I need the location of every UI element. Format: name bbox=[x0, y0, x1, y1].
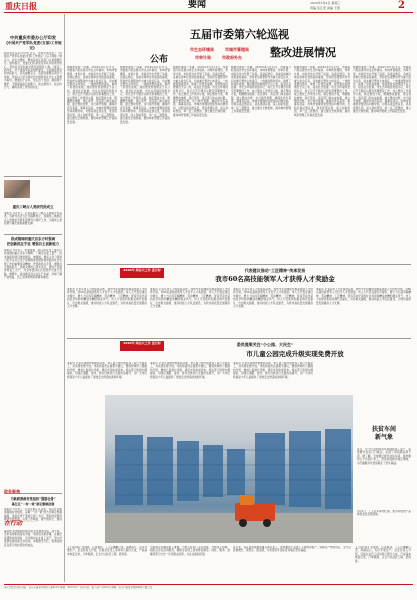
factory-photo bbox=[105, 395, 353, 543]
bottom-body-3: 连日来，各区县积极推动重点项目复工，加快推进产业链上下游协同复产，保障生产物资供应，全力以赴稳增长、保民生、促发展，为实现全年目标任务奠定坚实基础。 bbox=[233, 546, 351, 553]
lead-body-col5: 根据市委统一部署，2019年9月至11月，市委第六轮巡视对市生态环境局、市城市管理局、市审计局、市政府外办开展了巡视。巡视反馈后，各被巡视单位党组高度重视，坚持把巡视整改作为重大政治任务，切实履行整改主体责任，一体推进整改落实，取得了阶段性成效。现将整改进展情况予以公布，接受社会监督。市生态环境局党组书记、局长召开专题会议研究部署整改工作，成立整改工作领导小组，制定整改方案，明确整改措施、责任领导、责任部门和完成时限，建立整改台账，实行销号管理，确保件件有着落、事事有回音。市城市管理局党组坚持问题导向，对照巡视反馈意见，逐条逐项认领，深入剖析原因，举一反三抓整改，建立健全长效机制，推动城市管理工作高质量发展。 bbox=[294, 66, 350, 117]
footer-rule bbox=[4, 584, 413, 585]
park-title: 市儿童公园完成升级实现免费开放 bbox=[246, 350, 344, 358]
article3-title: 段成刚调研重庆京东方时强调 bbox=[10, 237, 56, 241]
park-kicker: 委员提案关注“小公园、大民生” bbox=[236, 342, 294, 347]
section-title: 要闻 bbox=[188, 0, 207, 10]
action-label: 在行动 bbox=[4, 520, 23, 527]
photo-story-body: 近日，位于区县的扶贫车间陆续复工复产，贫困群众在家门口就业，实现了挣钱顾家两不误。据了解，当地通过建设扶贫车间，吸纳建档立卡贫困户务工，带动贫困群众稳定增收，为打赢脱贫攻坚战奠定了坚实基础。 bbox=[357, 448, 411, 465]
divider bbox=[67, 338, 411, 339]
lead-body-col6: 根据市委统一部署，2019年9月至11月，市委第六轮巡视对市生态环境局、市城市管理局、市审计局、市政府外办开展了巡视。巡视反馈后，各被巡视单位党组高度重视，坚持把巡视整改作为重大政治任务，切实履行整改主体责任，一体推进整改落实，取得了阶段性成效。现将整改进展情况予以公布，接受社会监督。市生态环境局党组书记、局长召开专题会议研究部署整改工作，成立整改工作领导小组，制定整改方案，明确整改措施、责任领导、责任部门和完成时限，建立整改台账，实行销号管理，确保件件有着落、事事有回音。市城市管理局党组坚持问题导向，对照巡视反馈意见，逐条逐项认领，深入剖析原因，举一反三抓整改，建立健全长效机制，推动城市管理工作高质量发展。 bbox=[353, 66, 411, 114]
divider bbox=[4, 234, 62, 235]
focus-body: 本报讯 3月3日，记者从綦江区获悉，该区针对软弱涣散村党组织，采取“一村一策”的方式制定整顿措施，选派优秀干部担任第一书记，帮助村党组织理清发展思路，完善工作制度，提升组织力，推动 bbox=[4, 508, 62, 522]
lead-body-col3: 根据市委统一部署，2019年9月至11月，市委第六轮巡视对市生态环境局、市城市管理局、市审计局、市政府外办开展了巡视。巡视反馈后，各被巡视单位党组高度重视，坚持把巡视整改作为重大政治任务，切实履行整改主体责任，一体推进整改落实，取得了阶段性成效。现将整改进展情况予以公布，接受社会监督。市生态环境局党组书记、局长召开专题会议研究部署整改工作，成立整改工作领导小组，制定整改方案，明确整改措施、责任领导、责任部门和完成时限，建立整改台账，实行销号管理，确保件件有着落、事事有回音。市城市管理局党组坚持问题导向，对照巡视反馈意见，逐条逐项认领，深入剖析原因，举一反三抓整改，建立健全长效机制，推动城市管理工作高质量发展。 bbox=[173, 66, 228, 117]
talent-body-col4: 本报讯 记者从市人力社保局获悉，我市今年将继续实施高技能人才培养计划，对60名高技能领军人才给予人才奖励金。市人大代表在建议中提出，要大力弘扬劳模精神、劳动精神、工匠精神，营造劳动光荣的社会风尚和精益求精的敬业风气。市人力社保局积极采纳代表建议，出台相关措施，推动技能人才队伍建设，为我市高质量发展提供人才支撑。 bbox=[316, 288, 411, 305]
photo-caption: 3月3日，工人在车间内忙碌，整齐码放的产品即将发往全国各地。 bbox=[357, 510, 411, 517]
park-body-col2: 本报讯 记者从市城市管理局获悉，市儿童公园升级改造工程已全面完工，并实现免费开放。市政协委员在提案中建议，要加快城市公园提档升级，增加儿童游乐设施，满足市民休闲需求。相关部门积极办理提案，对园区道路、绿化、游乐设施进行全面改造提升，为广大市民特别是少年儿童提供了更加安全舒适的游玩环境。 bbox=[150, 362, 230, 379]
lead-unit-3: 市审计局 bbox=[195, 55, 211, 60]
talent-kicker: 代表建议推动“工匠精神”传承发扬 bbox=[244, 268, 306, 273]
focus-subtitle: 綦江区“一村一策”制定整顿措施 bbox=[11, 502, 55, 506]
masthead-rule bbox=[4, 12, 413, 13]
article2-body: 本报讯 3月3日，记者从重庆三峡古人类研究所获悉，该研究所近日正式揭牌成立，将围绕三峡地区古人类遗址开展系统研究与保护工作，为探索人类起源与演化提供重要支撑。 bbox=[4, 212, 62, 226]
footer-text: 重庆日报社出版 地址：重庆市渝北区同茂大道416号 邮编：401120 广告许可证：渝工商广字001号 印刷：重庆日报报业集团印务有限公司 bbox=[4, 586, 152, 589]
masthead-logo: 重庆日报 bbox=[5, 1, 37, 11]
photo-story-title: 扶贫车间 bbox=[371, 426, 396, 433]
focus-label: 政务聚焦 bbox=[4, 489, 20, 494]
left-photo bbox=[4, 432, 62, 433]
photo-story-subtitle: 新气象 bbox=[374, 434, 393, 441]
article1-subtitle: 《中国共产党军队党委(支部)工作规定》 bbox=[4, 41, 62, 50]
talent-body-col3: 本报讯 记者从市人力社保局获悉，我市今年将继续实施高技能人才培养计划，对60名高技能领军人才给予人才奖励金。市人大代表在建议中提出，要大力弘扬劳模精神、劳动精神、工匠精神，营造劳动光荣的社会风尚和精益求精的敬业风气。市人力社保局积极采纳代表建议，出台相关措施，推动技能人才队伍建设，为我市高质量发展提供人才支撑。 bbox=[233, 288, 313, 309]
lead-body-col4: 根据市委统一部署，2019年9月至11月，市委第六轮巡视对市生态环境局、市城市管理局、市审计局、市政府外办开展了巡视。巡视反馈后，各被巡视单位党组高度重视，坚持把巡视整改作为重大政治任务，切实履行整改主体责任，一体推进整改落实，取得了阶段性成效。现将整改进展情况予以公布，接受社会监督。市生态环境局党组书记、局长召开专题会议研究部署整改工作，成立整改工作领导小组，制定整改方案，明确整改措施、责任领导、责任部门和完成时限，建立整改台账，实行销号管理，确保件件有着落、事事有回音。市城市管理局党组坚持问题导向，对照巡视反馈意见，逐条逐项认领，深入剖析原因，举一反三抓整改，建立健全长效机制，推动城市管理工作高质量发展。 bbox=[231, 66, 291, 114]
article3-body: 本报讯 3月3日，市委常委、两江新区党工委书记段成刚到重庆京东方调研，了解企业复工复产、技术创新和项目推进情况。他强调，要深入学习贯彻习近平总书记关于统筹推进疫情防控和经济社会发展工作的重要讲话精神，把创新抓在手里，增强自主创新能力，加快关键核心技术攻关，推动产业链协同复工达产，为全市经济社会发展作出更大贡献。调研中，段成刚走进企业生产车间，详细了解产能恢复、员工返岗和物资保障等情况。 bbox=[4, 249, 62, 280]
editors-line: 责编 张江宏 美编 王园 bbox=[310, 5, 340, 10]
article3-subtitle: 把创新抓在手里 增强自主创新能力 bbox=[6, 242, 60, 246]
action-body: 编者按 疫情防控和经济社会发展两手抓、两不误。全市各地积极落实市委、市政府决策部署，在做好疫情防控的同时，有序推动企业复工复产，努力把疫情造成的损失补回来。本报推出专栏，报道各地区各部门的好经验好做法。 bbox=[4, 530, 62, 547]
lead-body-col1: 根据市委统一部署，2019年9月至11月，市委第六轮巡视对市生态环境局、市城市管理局、市审计局、市政府外办开展了巡视。巡视反馈后，各被巡视单位党组高度重视，坚持把巡视整改作为重大政治任务，切实履行整改主体责任，一体推进整改落实，取得了阶段性成效。现将整改进展情况予以公布，接受社会监督。市生态环境局党组书记、局长召开专题会议研究部署整改工作，成立整改工作领导小组，制定整改方案，明确整改措施、责任领导、责任部门和完成时限，建立整改台账，实行销号管理，确保件件有着落、事事有回音。市城市管理局党组坚持问题导向，对照巡视反馈意见，逐条逐项认领，深入剖析原因，举一反三抓整改，建立健全长效机制，推动城市管理工作高质量发展。 bbox=[67, 66, 117, 124]
talent-tag: 2020年 两会大工作 进行时 bbox=[120, 268, 164, 278]
article1-title: 中共重庆市委办公厅印发 bbox=[9, 35, 57, 40]
park-body-col3: 本报讯 记者从市城市管理局获悉，市儿童公园升级改造工程已全面完工，并实现免费开放。市政协委员在提案中建议，要加快城市公园提档升级，增加儿童游乐设施，满足市民休闲需求。相关部门积极办理提案，对园区道路、绿化、游乐设施进行全面改造提升，为广大市民特别是少年儿童提供了更加安全舒适的游玩环境。 bbox=[233, 362, 313, 379]
lead-unit-2: 市城市管理局 bbox=[225, 47, 249, 52]
article2-title: 重庆三峡古人类研究所成立 bbox=[12, 205, 54, 209]
lead-unit-4: 市政府外办 bbox=[222, 55, 242, 60]
factory-photo-drawing bbox=[105, 395, 353, 543]
article2-photo bbox=[4, 180, 30, 198]
divider bbox=[67, 264, 411, 265]
column-divider bbox=[64, 14, 65, 582]
page-number: 2 bbox=[398, 0, 405, 11]
park-body-col1: 本报讯 记者从市城市管理局获悉，市儿童公园升级改造工程已全面完工，并实现免费开放。市政协委员在提案中建议，要加快城市公园提档升级，增加儿童游乐设施，满足市民休闲需求。相关部门积极办理提案，对园区道路、绿化、游乐设施进行全面改造提升，为广大市民特别是少年儿童提供了更加安全舒适的游玩环境。 bbox=[67, 362, 147, 379]
talent-body-col2: 本报讯 记者从市人力社保局获悉，我市今年将继续实施高技能人才培养计划，对60名高技能领军人才给予人才奖励金。市人大代表在建议中提出，要大力弘扬劳模精神、劳动精神、工匠精神，营造劳动光荣的社会风尚和精益求精的敬业风气。市人力社保局积极采纳代表建议，出台相关措施，推动技能人才队伍建设，为我市高质量发展提供人才支撑。 bbox=[150, 288, 230, 309]
bottom-body-1: 【上接1版】在现场，记者看到，工人们佩戴口罩，间隔站立，有序开展生产。企业负责人介绍，目前企业员工返岗率已超过九成，产能基本恢复正常，订单饱满，正全力以赴赶工期、抢进度。 bbox=[67, 546, 147, 556]
divider bbox=[4, 176, 62, 177]
lead-tag: 公布 bbox=[150, 55, 169, 65]
park-tag: 2020年 两会大工作 进行时 bbox=[120, 341, 164, 351]
lead-title: 五届市委第六轮巡视 bbox=[190, 28, 289, 41]
focus-title: 为耿荫涤救村党组织“强筋壮骨” bbox=[10, 497, 56, 501]
lead-unit-1: 市生态环境局 bbox=[190, 47, 214, 52]
bottom-body-4: 【上接1版】在现场，记者看到，工人们佩戴口罩，间隔站立，有序开展生产。企业负责人介绍，目前企业员工返岗率已超过九成，产能基本恢复正常，订单饱满，正全力以赴赶工期、抢进度。 bbox=[355, 546, 411, 563]
talent-body-col1: 本报讯 记者从市人力社保局获悉，我市今年将继续实施高技能人才培养计划，对60名高技能领军人才给予人才奖励金。市人大代表在建议中提出，要大力弘扬劳模精神、劳动精神、工匠精神，营造劳动光荣的社会风尚和精益求精的敬业风气。市人力社保局积极采纳代表建议，出台相关措施，推动技能人才队伍建设，为我市高质量发展提供人才支撑。 bbox=[67, 288, 147, 309]
issue-date: 2020年3月4日 星期三 bbox=[310, 1, 341, 5]
article1-body: 新华社北京3月3日电 近日，中共中央印发了《中国共产党军队党委(支部)工作规定》(以下简称《规定》)，并发出通知，要求各地区各部门认真遵照执行。通知指出，党委(支部)是党在军队中的领导核心，坚持党对军队绝对领导是强军之魂。《规定》的印发，对于推进军队党组织建设，全面提高领导和执政能力，具有重要意义。各级党委要认真学习贯彻，坚持以习近平新时代中国特色社会主义思想为指导，增强四个意识、坚定四个自信、做到两个维护，不断提高政治判断力、政治领悟力、政治执行力，确保各项工作落到实处。 bbox=[4, 52, 62, 90]
bottom-body-2: 为帮助企业解决用工难题，当地人社部门主动对接，开展线上招聘，组织点对点返岗服务，确保企业用工需求得到满足。同时，税务、金融等部门出台一系列惠企政策，为企业减负纾困。 bbox=[150, 546, 230, 556]
lead-body-col2: 根据市委统一部署，2019年9月至11月，市委第六轮巡视对市生态环境局、市城市管理局、市审计局、市政府外办开展了巡视。巡视反馈后，各被巡视单位党组高度重视，坚持把巡视整改作为重大政治任务，切实履行整改主体责任，一体推进整改落实，取得了阶段性成效。现将整改进展情况予以公布，接受社会监督。市生态环境局党组书记、局长召开专题会议研究部署整改工作，成立整改工作领导小组，制定整改方案，明确整改措施、责任领导、责任部门和完成时限，建立整改台账，实行销号管理，确保件件有着落、事事有回音。市城市管理局党组坚持问题导向，对照巡视反馈意见，逐条逐项认领，深入剖析原因，举一反三抓整改，建立健全长效机制，推动城市管理工作高质量发展。 bbox=[120, 66, 170, 124]
talent-title: 我市60名高技能领军人才获得人才奖励金 bbox=[215, 275, 335, 283]
lead-subtitle: 整改进展情况 bbox=[270, 46, 336, 59]
